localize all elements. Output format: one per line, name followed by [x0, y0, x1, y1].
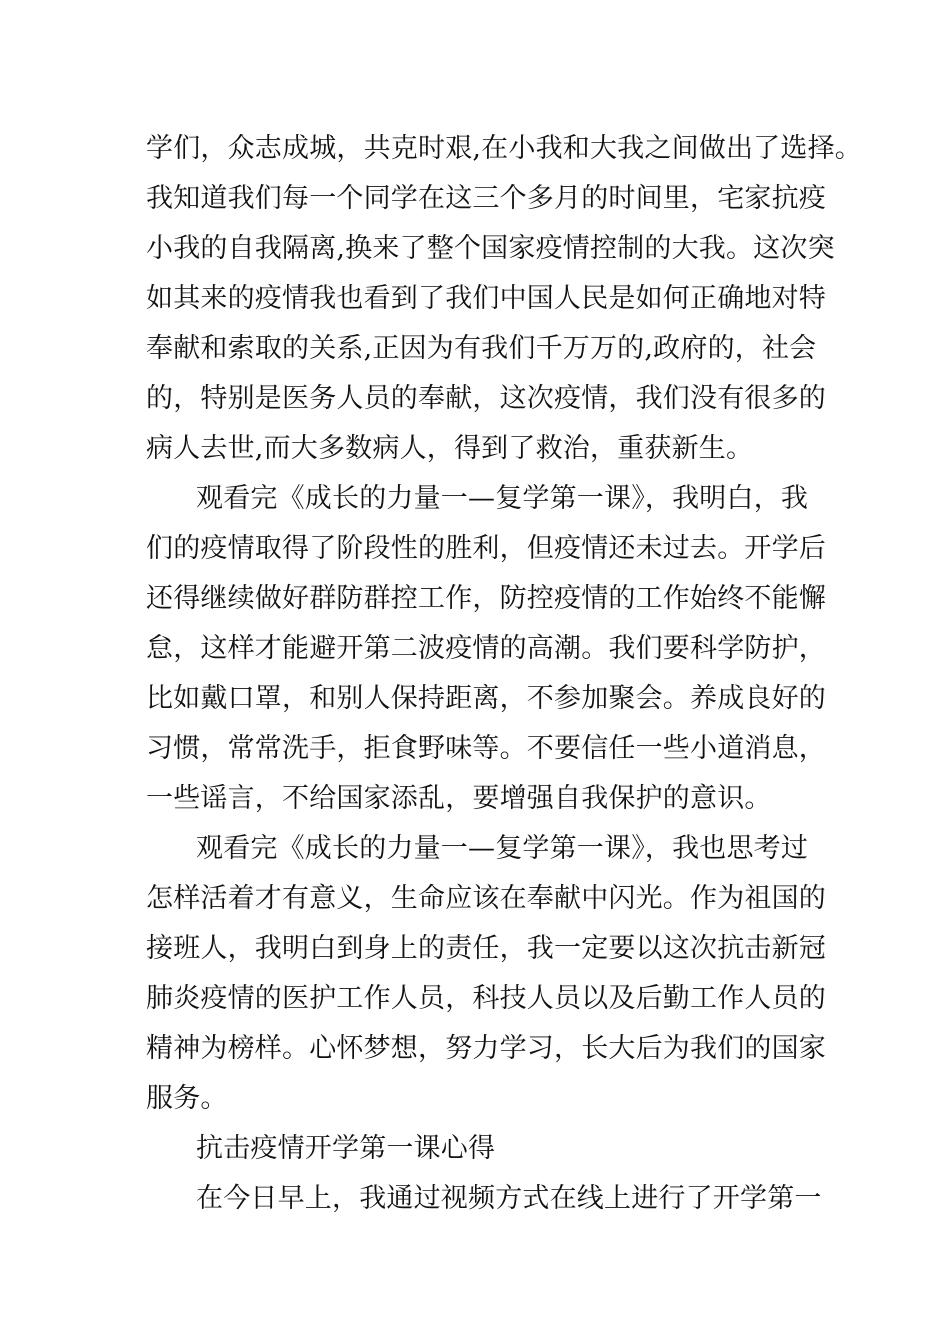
text-line: 怎样活着才有意义，生命应该在奉献中闪光。作为祖国的 [146, 883, 826, 914]
section-title: 抗击疫情开学第一课心得 [196, 1133, 496, 1164]
text-line: 学们，众志成城，共克时艰,在小我和大我之间做出了选择。 [146, 133, 862, 164]
paragraph-start-line: 观看完《成长的力量一—复学第一课》，我明白，我 [196, 483, 809, 514]
text-line: 服务。 [146, 1083, 228, 1114]
text-line: 习惯，常常洗手，拒食野味等。不要信任一些小道消息， [146, 733, 826, 764]
text-line: 的，特别是医务人员的奉献，这次疫情，我们没有很多的 [146, 383, 826, 414]
text-line: 精神为榜样。心怀梦想，努力学习，长大后为我们的国家 [146, 1033, 826, 1064]
text-line: 们的疫情取得了阶段性的胜利，但疫情还未过去。开学后 [146, 533, 826, 564]
text-line: 肺炎疫情的医护工作人员，科技人员以及后勤工作人员的 [146, 983, 826, 1014]
text-line: 如其来的疫情我也看到了我们中国人民是如何正确地对特 [146, 283, 826, 314]
text-line: 病人去世,而大多数病人，得到了救治，重获新生。 [146, 433, 754, 464]
text-line: 我知道我们每一个同学在这三个多月的时间里，宅家抗疫 [146, 183, 826, 214]
text-line: 一些谣言，不给国家添乱，要增强自我保护的意识。 [146, 783, 772, 814]
text-line: 接班人，我明白到身上的责任，我一定要以这次抗击新冠 [146, 933, 826, 964]
text-line: 怠，这样才能避开第二波疫情的高潮。我们要科学防护， [146, 633, 826, 664]
text-line: 奉献和索取的关系,正因为有我们千万万的,政府的，社会 [146, 333, 817, 364]
paragraph-start-line: 观看完《成长的力量一—复学第一课》，我也思考过 [196, 833, 809, 864]
text-line: 小我的自我隔离,换来了整个国家疫情控制的大我。这次突 [146, 233, 835, 264]
text-line: 还得继续做好群防群控工作，防控疫情的工作始终不能懈 [146, 583, 826, 614]
text-line: 比如戴口罩，和别人保持距离，不参加聚会。养成良好的 [146, 683, 826, 714]
paragraph-start-line: 在今日早上，我通过视频方式在线上进行了开学第一 [196, 1183, 822, 1214]
